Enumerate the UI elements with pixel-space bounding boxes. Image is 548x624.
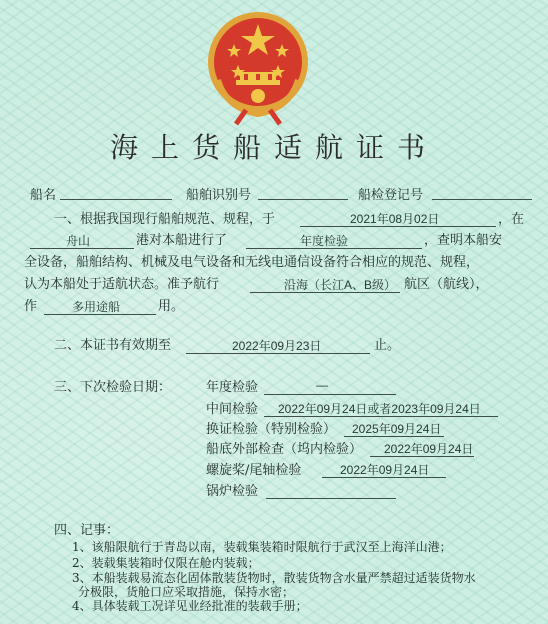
note-line: 分极限，货舱口应采取措施，保持水密； xyxy=(78,585,295,599)
s1-line1-prefix: 一、根据我国现行船舶规范、规程，于 xyxy=(54,212,276,227)
next-survey-item-underline xyxy=(322,477,446,478)
note-line: 1、该船限航行于青岛以南，装载集装箱时限航行于武汉至上海洋山港； xyxy=(72,540,452,554)
ship-id-label: 船舶识别号 xyxy=(186,188,252,203)
next-survey-item-label: 年度检验 xyxy=(206,380,259,395)
next-survey-item-value: — xyxy=(316,378,328,392)
next-survey-item-label: 中间检验 xyxy=(206,402,259,417)
survey-date: 2021年08月02日 xyxy=(350,212,440,226)
ship-name-label: 船名 xyxy=(30,188,57,203)
next-survey-item-label: 锅炉检验 xyxy=(206,484,259,499)
s1-line1-suffix: ，在 xyxy=(498,212,525,227)
s1-line2-mid: 港对本船进行了 xyxy=(136,233,228,248)
s1-line4-suffix: 航区（航线）， xyxy=(404,277,489,292)
survey-type-underline xyxy=(246,248,422,249)
next-survey-item-label: 船底外部检查（坞内检验） xyxy=(206,442,363,457)
note-line: 3、本船装载易流态化固体散装货物时，散装货物含水量严禁超过适装货物水 xyxy=(72,571,476,585)
certificate-title: 海上货船适航证书 xyxy=(109,131,438,164)
validity-suffix: 止。 xyxy=(374,338,401,353)
next-survey-item-value: 2022年09月24日 xyxy=(340,463,430,477)
s1-line3: 全设备，船舶结构、机械及电气设备和无线电通信设备符合相应的规范、规程， xyxy=(24,255,480,270)
validity-date-underline xyxy=(186,353,370,354)
national-emblem-icon xyxy=(206,10,310,126)
next-survey-item-underline xyxy=(266,498,396,499)
s1-line5-prefix: 作 xyxy=(24,299,38,314)
navigation-area-underline xyxy=(250,292,400,293)
next-survey-item-underline xyxy=(344,436,444,437)
next-survey-item-value: 2025年09月24日 xyxy=(352,422,442,436)
validity-date: 2022年09月23日 xyxy=(232,339,322,353)
survey-reg-underline xyxy=(432,199,532,200)
s1-line5-suffix: 用。 xyxy=(158,299,185,314)
ship-name-underline xyxy=(60,199,172,200)
next-survey-item-value: 2022年09月24日 xyxy=(384,442,474,456)
ship-usage-underline xyxy=(44,314,156,315)
next-survey-item-underline xyxy=(264,394,396,395)
s1-line2-suffix: ，查明本船安 xyxy=(424,233,503,248)
next-survey-item-underline xyxy=(264,416,498,417)
ship-id-underline xyxy=(258,199,348,200)
next-survey-item-label: 换证检验（特别检验） xyxy=(206,422,337,437)
note-line: 4、具体装载工况详见业经批准的装载手册； xyxy=(72,599,308,613)
survey-port-underline xyxy=(30,248,134,249)
next-survey-item-value: 2022年09月24日或者2023年09月24日 xyxy=(278,402,481,416)
next-survey-label: 三、下次检验日期： xyxy=(54,380,172,395)
ship-usage: 多用途船 xyxy=(72,300,121,314)
survey-type: 年度检验 xyxy=(300,234,349,248)
survey-port: 舟山 xyxy=(66,234,91,248)
next-survey-item-label: 螺旋桨/尾轴检验 xyxy=(206,463,302,478)
notes-label: 四、记事： xyxy=(54,523,120,538)
next-survey-item-underline xyxy=(370,456,474,457)
validity-label: 二、本证书有效期至 xyxy=(54,338,172,353)
note-line: 2、装载集装箱时仅限在舱内装载； xyxy=(72,556,260,570)
survey-reg-label: 船检登记号 xyxy=(358,188,424,203)
s1-line4-prefix: 认为本船处于适航状态。准予航行 xyxy=(24,277,220,292)
navigation-area: 沿海（长江A、B级） xyxy=(284,278,397,292)
survey-date-underline xyxy=(300,226,496,227)
